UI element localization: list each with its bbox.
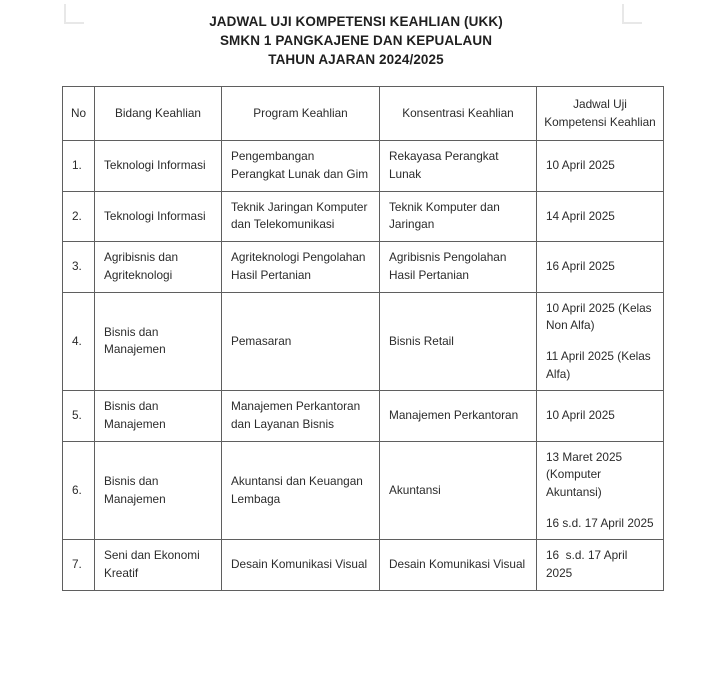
table-row <box>63 141 664 191</box>
jadwal-entry: 11 April 2025 (Kelas Alfa) <box>546 348 654 381</box>
cell-konsentrasi-keahlian: Rekayasa Perangkat Lunak <box>380 141 537 191</box>
schedule-table-wrapper <box>62 86 663 591</box>
cell-no: 5. <box>63 391 95 441</box>
cell-program-keahlian: Agriteknologi Pengolahan Hasil Pertanian <box>222 242 380 292</box>
cell-konsentrasi-keahlian: Bisnis Retail <box>380 292 537 391</box>
table-body <box>63 141 664 590</box>
title-line-2: SMKN 1 PANGKAJENE DAN KEPUALAUN <box>219 33 493 49</box>
cell-program-keahlian: Akuntansi dan Keuangan Lembaga <box>222 441 380 540</box>
cell-konsentrasi-keahlian: Desain Komunikasi Visual <box>380 540 537 590</box>
cell-no: 6. <box>63 441 95 540</box>
jadwal-entry: 16 April 2025 <box>546 258 615 273</box>
cell-bidang-keahlian: Bisnis dan Manajemen <box>95 441 222 540</box>
table-header <box>63 87 664 141</box>
cell-jadwal <box>537 540 664 590</box>
title-line-3: TAHUN AJARAN 2024/2025 <box>268 52 444 68</box>
cell-jadwal <box>537 141 664 191</box>
jadwal-entry: 16 s.d. 17 April 2025 <box>546 515 654 530</box>
cell-konsentrasi-keahlian: Agribisnis Pengolahan Hasil Pertanian <box>380 242 537 292</box>
cell-konsentrasi-keahlian: Teknik Komputer dan Jaringan <box>380 191 537 241</box>
cell-no: 2. <box>63 191 95 241</box>
cell-jadwal <box>537 391 664 441</box>
cell-bidang-keahlian: Teknologi Informasi <box>95 191 222 241</box>
cell-bidang-keahlian: Seni dan Ekonomi Kreatif <box>95 540 222 590</box>
cell-jadwal <box>537 191 664 241</box>
column-header-konsentrasi-keahlian: Konsentrasi Keahlian <box>380 87 537 141</box>
table-header-row <box>63 87 664 141</box>
cell-program-keahlian: Teknik Jaringan Komputer dan Telekomunikasi <box>222 191 380 241</box>
column-header-program-keahlian: Program Keahlian <box>222 87 380 141</box>
table-row <box>63 242 664 292</box>
table-row <box>63 540 664 590</box>
column-header-jadwal-uji-kompetensi-keahlian: Jadwal Uji Kompetensi Keahlian <box>537 87 664 141</box>
table-row <box>63 391 664 441</box>
cell-bidang-keahlian: Agribisnis dan Agriteknologi <box>95 242 222 292</box>
cell-no: 4. <box>63 292 95 391</box>
cell-konsentrasi-keahlian: Akuntansi <box>380 441 537 540</box>
cell-konsentrasi-keahlian: Manajemen Perkantoran <box>380 391 537 441</box>
cell-bidang-keahlian: Teknologi Informasi <box>95 141 222 191</box>
cell-jadwal <box>537 292 664 391</box>
jadwal-entry: 14 April 2025 <box>546 208 615 223</box>
jadwal-entry: 10 April 2025 (Kelas Non Alfa) <box>546 300 655 333</box>
cell-bidang-keahlian: Bisnis dan Manajemen <box>95 391 222 441</box>
cell-program-keahlian: Pemasaran <box>222 292 380 391</box>
jadwal-entry: 10 April 2025 <box>546 158 615 173</box>
cell-program-keahlian: Pengembangan Perangkat Lunak dan Gim <box>222 141 380 191</box>
jadwal-entry: 10 April 2025 <box>546 408 615 423</box>
cell-jadwal <box>537 242 664 292</box>
title-line-1: JADWAL UJI KOMPETENSI KEAHLIAN (UKK) <box>209 14 503 29</box>
table-row <box>63 441 664 540</box>
column-header-bidang-keahlian: Bidang Keahlian <box>95 87 222 141</box>
column-header-no: No <box>63 87 95 141</box>
jadwal-entry: 16 s.d. 17 April 2025 <box>546 548 631 581</box>
schedule-table <box>62 86 664 591</box>
table-row <box>63 191 664 241</box>
cell-no: 1. <box>63 141 95 191</box>
cell-bidang-keahlian: Bisnis dan Manajemen <box>95 292 222 391</box>
cell-jadwal <box>537 441 664 540</box>
table-row <box>63 292 664 391</box>
cell-no: 3. <box>63 242 95 292</box>
document-title-block <box>0 0 712 69</box>
cell-no: 7. <box>63 540 95 590</box>
cell-program-keahlian: Desain Komunikasi Visual <box>222 540 380 590</box>
cell-program-keahlian: Manajemen Perkantoran dan Layanan Bisnis <box>222 391 380 441</box>
jadwal-entry: 13 Maret 2025 (Komputer Akuntansi) <box>546 449 626 499</box>
